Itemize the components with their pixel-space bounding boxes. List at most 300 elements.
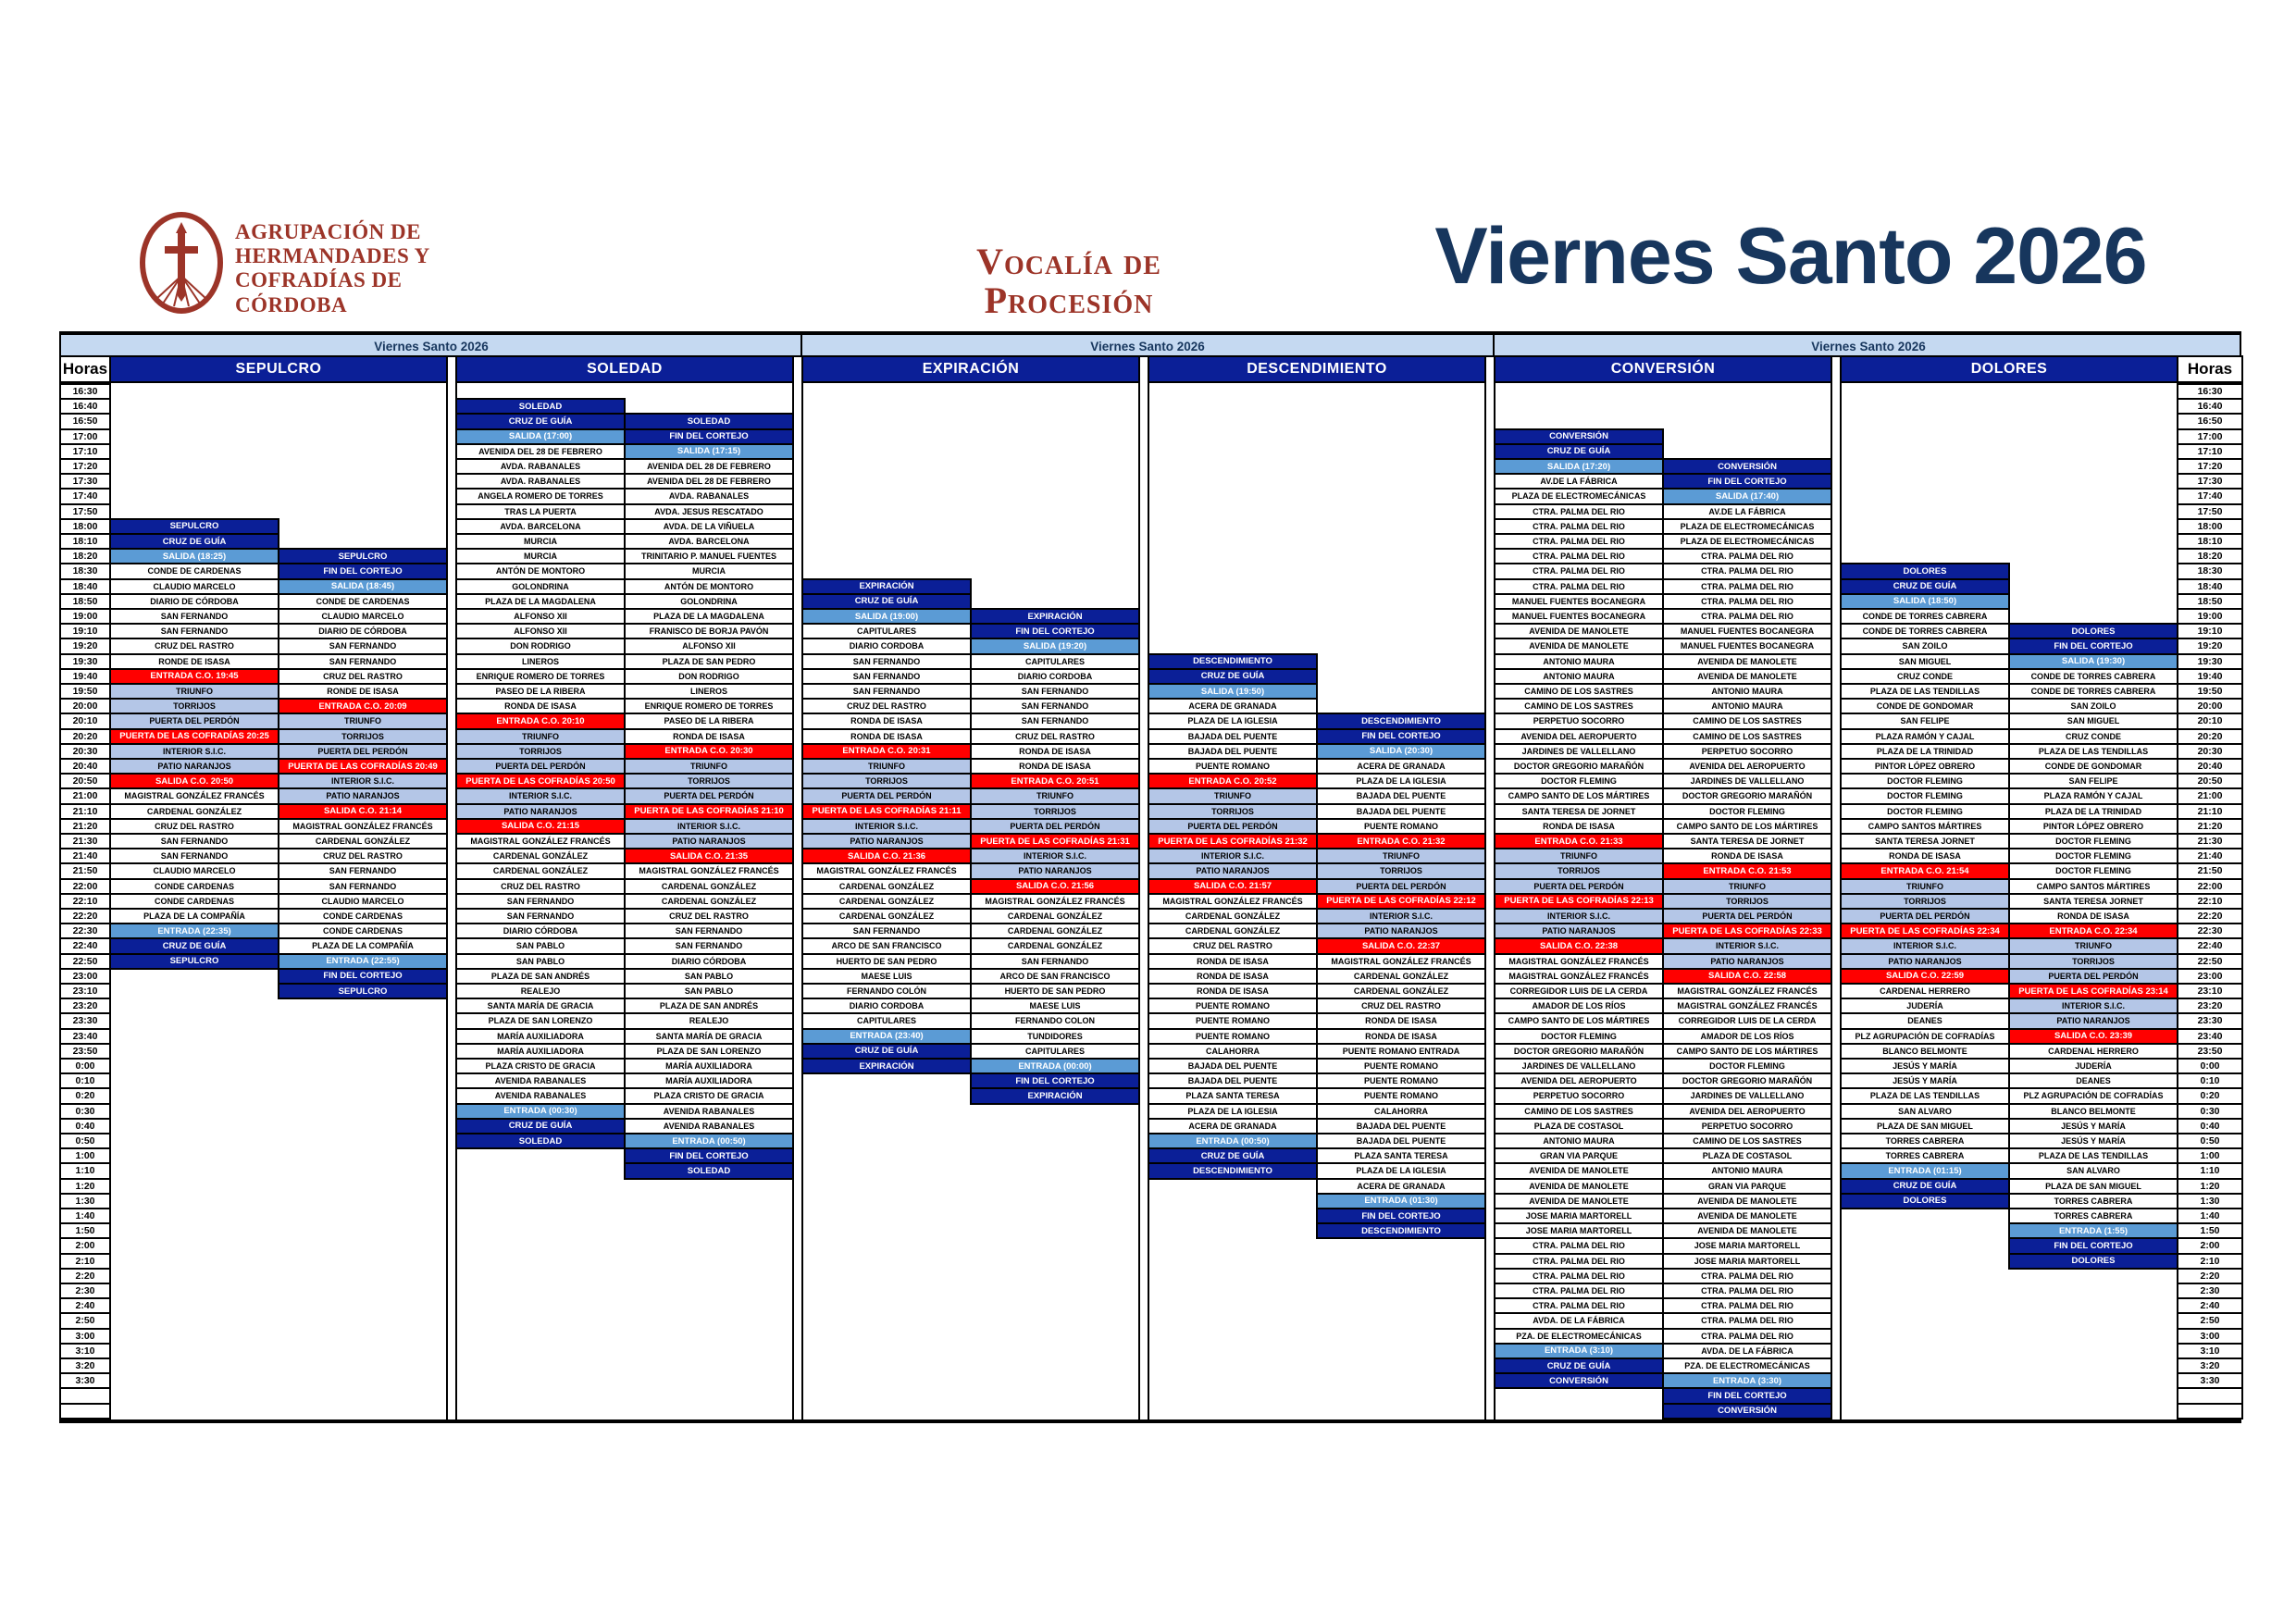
schedule-cell: CRUZ DE GUÍA	[1148, 668, 1318, 685]
time-cell: 18:40	[59, 578, 111, 595]
time-cell: 19:20	[2177, 638, 2243, 654]
schedule-cell: TORRIJOS	[278, 728, 448, 745]
schedule-cell: ALFONSO XII	[624, 638, 794, 654]
schedule-cell: SALIDA (20:30)	[1316, 743, 1486, 760]
schedule-cell: PUERTA DE LAS COFRADÍAS 22:12	[1316, 893, 1486, 910]
schedule-cell: TORRIJOS	[1840, 893, 2010, 910]
schedule-cell: AVENIDA DE MANOLETE	[1662, 668, 1832, 685]
schedule-cell: CAMINO DE LOS SASTRES	[1662, 713, 1832, 729]
schedule-cell: CARDENAL HERRERO	[2008, 1043, 2178, 1060]
schedule-cell: MANUEL FUENTES BOCANEGRA	[1494, 608, 1664, 625]
time-cell: 1:20	[2177, 1178, 2243, 1195]
schedule-cell: ENRIQUE ROMERO DE TORRES	[624, 698, 794, 714]
schedule-cell: CARDENAL GONZÁLEZ	[801, 893, 972, 910]
schedule-cell: DOCTOR FLEMING	[1840, 803, 2010, 820]
time-cell: 0:40	[2177, 1118, 2243, 1134]
schedule-cell: PUENTE ROMANO ENTRADA	[1316, 1043, 1486, 1060]
schedule-cell: REALEJO	[455, 983, 626, 999]
schedule-cell: CRUZ DEL RASTRO	[1148, 937, 1318, 954]
time-cell: 21:30	[2177, 833, 2243, 849]
schedule-cell: MAGISTRAL GONZÁLEZ FRANCÉS	[455, 833, 626, 849]
schedule-cell: PUERTA DE LAS COFRADÍAS 22:33	[1662, 923, 1832, 939]
time-cell: 16:30	[59, 383, 111, 400]
schedule-cell: CTRA. PALMA DEL RIO	[1662, 563, 1832, 579]
schedule-cell: DOCTOR FLEMING	[1840, 773, 2010, 789]
schedule-cell: SALIDA (18:25)	[109, 548, 279, 564]
schedule-cell: BAJADA DEL PUENTE	[1316, 1133, 1486, 1149]
schedule-cell: SAN FERNANDO	[455, 908, 626, 924]
schedule-cell: AMADOR DE LOS RÍOS	[1662, 1028, 1832, 1045]
schedule-cell: CTRA. PALMA DEL RIO	[1494, 1283, 1664, 1299]
schedule-cell: INTERIOR S.I.C.	[455, 787, 626, 804]
schedule-cell: SAN FERNANDO	[278, 638, 448, 654]
schedule-cell: PUERTA DE LAS COFRADÍAS 20:49	[278, 758, 448, 775]
schedule-cell: DEANES	[2008, 1072, 2178, 1089]
schedule-cell: PUERTA DEL PERDÓN	[1316, 878, 1486, 895]
time-cell: 1:00	[59, 1147, 111, 1164]
schedule-cell: INTERIOR S.I.C.	[278, 773, 448, 789]
schedule-cell: PATIO NARANJOS	[2008, 1012, 2178, 1029]
schedule-cell: AVDA. DE LA FÁBRICA	[1662, 1343, 1832, 1359]
schedule-cell: PUERTA DEL PERDÓN	[109, 713, 279, 729]
schedule-cell: DESCENDIMIENTO	[1316, 713, 1486, 729]
time-cell: 2:20	[59, 1268, 111, 1284]
schedule-cell: CORREGIDOR LUIS DE LA CERDA	[1662, 1012, 1832, 1029]
schedule-cell: PATIO NARANJOS	[455, 803, 626, 820]
schedule-cell: SALIDA C.O. 21:56	[970, 878, 1140, 895]
schedule-cell: INTERIOR S.I.C.	[801, 818, 972, 835]
schedule-cell: SAN ZOILO	[1840, 638, 2010, 654]
schedule-cell: CTRA. PALMA DEL RIO	[1494, 548, 1664, 564]
schedule-cell: RONDA DE ISASA	[1662, 848, 1832, 864]
schedule-cell: TORRIJOS	[1662, 893, 1832, 910]
schedule-cell: CTRA. PALMA DEL RIO	[1662, 608, 1832, 625]
time-cell: 17:30	[59, 473, 111, 490]
schedule-cell: ENTRADA (3:30)	[1662, 1372, 1832, 1389]
schedule-cell: CONDE CARDENAS	[278, 908, 448, 924]
schedule-cell: DOCTOR GREGORIO MARAÑÓN	[1662, 787, 1832, 804]
time-cell: 20:20	[59, 728, 111, 745]
schedule-cell: SEPULCRO	[109, 518, 279, 535]
time-cell: 21:50	[2177, 862, 2243, 879]
schedule-cell: PUERTA DEL PERDÓN	[801, 787, 972, 804]
schedule-cell: ALFONSO XII	[455, 623, 626, 639]
schedule-cell: PUENTE ROMANO	[1148, 998, 1318, 1014]
schedule-cell: TORRES CABRERA	[2008, 1193, 2178, 1209]
schedule-cell: CRUZ DEL RASTRO	[1316, 998, 1486, 1014]
schedule-cell: JOSE MARIA MARTORELL	[1494, 1208, 1664, 1224]
time-cell: 21:40	[2177, 848, 2243, 864]
time-cell: 2:40	[59, 1297, 111, 1314]
schedule-cell: SALIDA C.O. 21:36	[801, 848, 972, 864]
schedule-cell: PLAZA DE ELECTROMECÁNICAS	[1494, 488, 1664, 504]
schedule-cell: SALIDA C.O. 21:35	[624, 848, 794, 864]
schedule-cell: CLAUDIO MARCELO	[109, 578, 279, 595]
schedule-table	[59, 331, 2241, 1423]
time-cell: 3:30	[2177, 1372, 2243, 1389]
schedule-cell: AVDA. DE LA FÁBRICA	[1494, 1312, 1664, 1329]
schedule-cell: CARDENAL GONZÁLEZ	[624, 878, 794, 895]
schedule-cell: PLAZA DE LA IGLESIA	[1148, 1103, 1318, 1120]
schedule-cell: AVENIDA DE MANOLETE	[1494, 638, 1664, 654]
schedule-cell: SALIDA C.O. 20:50	[109, 773, 279, 789]
schedule-cell: CONVERSIÓN	[1662, 458, 1832, 475]
schedule-cell: SAN FERNANDO	[801, 683, 972, 700]
schedule-cell: JOSE MARIA MARTORELL	[1662, 1253, 1832, 1270]
schedule-cell: SAN FERNANDO	[278, 653, 448, 670]
schedule-cell: ENTRADA C.O. 20:10	[455, 713, 626, 729]
schedule-cell: CAMINO DE LOS SASTRES	[1494, 698, 1664, 714]
schedule-cell: SAN MIGUEL	[1840, 653, 2010, 670]
schedule-cell: CARDENAL GONZÁLEZ	[278, 833, 448, 849]
schedule-cell: SAN FERNANDO	[624, 923, 794, 939]
time-cell: 20:40	[59, 758, 111, 775]
schedule-cell: SAN PABLO	[455, 953, 626, 970]
schedule-cell: MARÍA AUXILIADORA	[624, 1058, 794, 1074]
schedule-cell: SAN ZOILO	[2008, 698, 2178, 714]
schedule-cell: CARDENAL GONZÁLEZ	[1316, 983, 1486, 999]
schedule-cell: PASEO DE LA RIBERA	[624, 713, 794, 729]
schedule-cell: AV.DE LA FÁBRICA	[1662, 503, 1832, 520]
schedule-cell: PUERTA DEL PERDÓN	[278, 743, 448, 760]
schedule-cell: DOCTOR FLEMING	[1840, 787, 2010, 804]
schedule-cell: MURCIA	[455, 548, 626, 564]
schedule-cell: FRANISCO DE BORJA PAVÓN	[624, 623, 794, 639]
schedule-cell: MAGISTRAL GONZÁLEZ FRANCÉS	[1494, 953, 1664, 970]
schedule-cell: SAN FERNANDO	[455, 893, 626, 910]
schedule-cell: CARDENAL GONZÁLEZ	[970, 908, 1140, 924]
time-cell: 22:50	[2177, 953, 2243, 970]
schedule-cell: CTRA. PALMA DEL RIO	[1494, 1237, 1664, 1254]
schedule-cell: TRIUNFO	[109, 683, 279, 700]
time-cell: 2:40	[2177, 1297, 2243, 1314]
schedule-cell: HUERTO DE SAN PEDRO	[970, 983, 1140, 999]
schedule-cell: DIARIO CORDOBA	[801, 998, 972, 1014]
schedule-cell: TRIUNFO	[1662, 878, 1832, 895]
schedule-cell: ANTONIO MAURA	[1662, 1162, 1832, 1179]
schedule-cell: CTRA. PALMA DEL RIO	[1662, 1328, 1832, 1345]
schedule-cell: SALIDA (18:45)	[278, 578, 448, 595]
schedule-cell: AVENIDA DEL 28 DE FEBRERO	[624, 473, 794, 490]
schedule-cell: PLAZA DE LA IGLESIA	[1316, 1162, 1486, 1179]
time-cell: 0:00	[2177, 1058, 2243, 1074]
schedule-cell: PLAZA DE ELECTROMECÁNICAS	[1662, 533, 1832, 550]
schedule-cell: CTRA. PALMA DEL RIO	[1494, 1253, 1664, 1270]
column-header-expiracion: EXPIRACIÓN	[801, 355, 1140, 383]
time-cell: 3:20	[2177, 1357, 2243, 1374]
schedule-cell: CONDE DE TORRES CABRERA	[2008, 683, 2178, 700]
schedule-cell: CLAUDIO MARCELO	[109, 862, 279, 879]
time-cell: 16:50	[59, 413, 111, 429]
schedule-cell: AVENIDA DE MANOLETE	[1494, 623, 1664, 639]
schedule-cell: CORREGIDOR LUIS DE LA CERDA	[1494, 983, 1664, 999]
schedule-cell: MAGISTRAL GONZÁLEZ FRANCÉS	[1662, 983, 1832, 999]
schedule-cell: PINTOR LÓPEZ OBRERO	[2008, 818, 2178, 835]
schedule-cell: AV.DE LA FÁBRICA	[1494, 473, 1664, 490]
time-cell: 2:50	[59, 1312, 111, 1329]
time-cell: 22:50	[59, 953, 111, 970]
schedule-cell: MAESE LUIS	[970, 998, 1140, 1014]
schedule-cell: PLAZA DE ELECTROMECÁNICAS	[1662, 518, 1832, 535]
time-cell: 22:00	[2177, 878, 2243, 895]
schedule-cell: PATIO NARANJOS	[1316, 923, 1486, 939]
schedule-cell: CAMINO DE LOS SASTRES	[1662, 728, 1832, 745]
schedule-cell: ALFONSO XII	[455, 608, 626, 625]
schedule-cell: CAPITULARES	[801, 623, 972, 639]
schedule-cell: PUERTA DEL PERDÓN	[1148, 818, 1318, 835]
schedule-cell: PUERTA DEL PERDÓN	[2008, 968, 2178, 985]
time-cell: 19:30	[59, 653, 111, 670]
time-cell: 18:10	[59, 533, 111, 550]
schedule-cell: EXPIRACIÓN	[801, 1058, 972, 1074]
schedule-cell: PLAZA DE COSTASOL	[1494, 1118, 1664, 1134]
schedule-cell: DIARIO CORDOBA	[970, 668, 1140, 685]
time-cell: 19:20	[59, 638, 111, 654]
schedule-cell: CRUZ DEL RASTRO	[801, 698, 972, 714]
hours-header-right: Horas	[2177, 355, 2243, 383]
time-cell: 0:40	[59, 1118, 111, 1134]
schedule-cell: AVDA. RABANALES	[455, 473, 626, 490]
schedule-cell: RONDA DE ISASA	[1494, 818, 1664, 835]
schedule-cell: SOLEDAD	[624, 1162, 794, 1179]
schedule-cell: PERPETUO SOCORRO	[1662, 743, 1832, 760]
schedule-cell: SANTA TERESA JORNET	[1840, 833, 2010, 849]
schedule-cell: PLAZA DE LA IGLESIA	[1316, 773, 1486, 789]
schedule-cell: PATIO NARANJOS	[1494, 923, 1664, 939]
schedule-cell: SAN ALVARO	[2008, 1162, 2178, 1179]
schedule-cell: AVENIDA DE MANOLETE	[1662, 1193, 1832, 1209]
schedule-cell: SAN ALVARO	[1840, 1103, 2010, 1120]
schedule-cell: PUENTE ROMANO	[1148, 1028, 1318, 1045]
schedule-cell: PUENTE ROMANO	[1316, 1087, 1486, 1104]
schedule-cell: CTRA. PALMA DEL RIO	[1494, 578, 1664, 595]
schedule-cell: AVENIDA DE MANOLETE	[1662, 1222, 1832, 1239]
schedule-cell: PLAZA DE SAN LORENZO	[455, 1012, 626, 1029]
schedule-cell: PLAZA SANTA TERESA	[1148, 1087, 1318, 1104]
time-cell: 17:40	[59, 488, 111, 504]
schedule-cell: MARÍA AUXILIADORA	[624, 1072, 794, 1089]
schedule-cell: SALIDA (19:30)	[2008, 653, 2178, 670]
schedule-cell: CTRA. PALMA DEL RIO	[1662, 1312, 1832, 1329]
time-cell: 1:30	[2177, 1193, 2243, 1209]
schedule-cell: ENTRADA (22:55)	[278, 953, 448, 970]
time-cell: 18:10	[2177, 533, 2243, 550]
time-cell: 17:20	[2177, 458, 2243, 475]
schedule-cell: SANTA MARÍA DE GRACIA	[624, 1028, 794, 1045]
schedule-cell: CONDE DE TORRES CABRERA	[1840, 623, 2010, 639]
schedule-cell: TRIUNFO	[624, 758, 794, 775]
time-cell: 19:40	[2177, 668, 2243, 685]
schedule-cell: AVENIDA DEL 28 DE FEBRERO	[624, 458, 794, 475]
schedule-cell: RONDA DE ISASA	[970, 743, 1140, 760]
schedule-cell: CONDE CARDENAS	[109, 893, 279, 910]
schedule-cell: MAESE LUIS	[801, 968, 972, 985]
schedule-cell: SAN FERNANDO	[109, 848, 279, 864]
schedule-cell: JARDINES DE VALLELLANO	[1662, 1087, 1832, 1104]
time-cell: 22:40	[2177, 937, 2243, 954]
schedule-cell: AVENIDA RABANALES	[624, 1103, 794, 1120]
schedule-cell: PLAZA DE SAN ANDRÉS	[624, 998, 794, 1014]
schedule-cell: ENTRADA C.O. 21:33	[1494, 833, 1664, 849]
schedule-cell: CONDE DE GONDOMAR	[1840, 698, 2010, 714]
schedule-cell: TORRES CABRERA	[2008, 1208, 2178, 1224]
schedule-cell: AVENIDA DE MANOLETE	[1494, 1193, 1664, 1209]
time-cell: 18:50	[2177, 593, 2243, 610]
schedule-cell: ENTRADA (00:30)	[455, 1103, 626, 1120]
schedule-cell: SEPULCRO	[278, 548, 448, 564]
schedule-cell: CRUZ DEL RASTRO	[970, 728, 1140, 745]
schedule-cell: SALIDA (18:50)	[1840, 593, 2010, 610]
time-cell: 21:50	[59, 862, 111, 879]
time-cell: 21:30	[59, 833, 111, 849]
schedule-cell: RONDA DE ISASA	[455, 698, 626, 714]
time-cell: 20:00	[59, 698, 111, 714]
schedule-cell: AVENIDA DEL 28 DE FEBRERO	[455, 443, 626, 460]
schedule-cell: DOCTOR GREGORIO MARAÑÓN	[1662, 1072, 1832, 1089]
schedule-cell: PLAZA DE LA COMPAÑÍA	[278, 937, 448, 954]
time-cell: 22:10	[2177, 893, 2243, 910]
schedule-cell: FIN DEL CORTEJO	[278, 563, 448, 579]
schedule-cell: MAGISTRAL GONZÁLEZ FRANCÉS	[1494, 968, 1664, 985]
schedule-cell: SAN PABLO	[624, 983, 794, 999]
time-cell	[2177, 1403, 2243, 1419]
schedule-cell: PERPETUO SOCORRO	[1494, 1087, 1664, 1104]
schedule-cell: ANTONIO MAURA	[1494, 653, 1664, 670]
time-cell: 3:10	[2177, 1343, 2243, 1359]
schedule-cell: CRUZ DE GUÍA	[801, 593, 972, 610]
schedule-cell: SEPULCRO	[109, 953, 279, 970]
time-cell: 21:10	[59, 803, 111, 820]
schedule-cell: RONDA DE ISASA	[2008, 908, 2178, 924]
schedule-cell: ENTRADA (00:50)	[1148, 1133, 1318, 1149]
schedule-cell: TORRIJOS	[1316, 862, 1486, 879]
schedule-cell: TORRIJOS	[1148, 803, 1318, 820]
schedule-cell: CLAUDIO MARCELO	[278, 893, 448, 910]
schedule-cell: SALIDA (19:20)	[970, 638, 1140, 654]
schedule-cell: CRUZ DEL RASTRO	[278, 848, 448, 864]
schedule-cell: EXPIRACIÓN	[970, 1087, 1140, 1104]
schedule-cell: ENTRADA C.O. 22:34	[2008, 923, 2178, 939]
schedule-cell: PUENTE ROMANO	[1316, 818, 1486, 835]
time-cell: 2:00	[2177, 1237, 2243, 1254]
schedule-cell: TORRES CABRERA	[1840, 1147, 2010, 1164]
schedule-cell: DIARIO CÓRDOBA	[455, 923, 626, 939]
schedule-cell: CONDE DE CARDENAS	[109, 563, 279, 579]
schedule-cell: CRUZ DE GUÍA	[1494, 443, 1664, 460]
time-cell: 20:50	[2177, 773, 2243, 789]
schedule-cell: AVENIDA RABANALES	[624, 1118, 794, 1134]
schedule-cell: CRUZ DE GUÍA	[109, 533, 279, 550]
schedule-cell: AVENIDA DE MANOLETE	[1662, 1208, 1832, 1224]
schedule-cell: PLAZA RAMÓN Y CAJAL	[1840, 728, 2010, 745]
time-cell: 23:20	[59, 998, 111, 1014]
schedule-cell: SANTA TERESA DE JORNET	[1662, 833, 1832, 849]
schedule-cell: CRUZ CONDE	[2008, 728, 2178, 745]
schedule-cell: MAGISTRAL GONZÁLEZ FRANCÉS	[970, 893, 1140, 910]
time-cell: 2:00	[59, 1237, 111, 1254]
schedule-cell: INTERIOR S.I.C.	[970, 848, 1140, 864]
schedule-cell: DOLORES	[2008, 1253, 2178, 1270]
time-cell: 16:50	[2177, 413, 2243, 429]
time-cell: 3:20	[59, 1357, 111, 1374]
time-cell: 20:50	[59, 773, 111, 789]
schedule-cell: MARÍA AUXILIADORA	[455, 1043, 626, 1060]
schedule-cell: PUERTA DEL PERDÓN	[1662, 908, 1832, 924]
schedule-cell: PUERTA DEL PERDÓN	[970, 818, 1140, 835]
schedule-cell: PATIO NARANJOS	[278, 787, 448, 804]
schedule-cell: PATIO NARANJOS	[624, 833, 794, 849]
schedule-cell: RONDA DE ISASA	[801, 713, 972, 729]
schedule-cell: JARDINES DE VALLELLANO	[1494, 1058, 1664, 1074]
schedule-cell: AVDA. BARCELONA	[455, 518, 626, 535]
sheet-bottom-border	[59, 1419, 2241, 1423]
time-cell: 23:10	[59, 983, 111, 999]
time-cell: 21:00	[2177, 787, 2243, 804]
schedule-cell: CRUZ DE GUÍA	[1148, 1147, 1318, 1164]
schedule-cell: CALAHORRA	[1316, 1103, 1486, 1120]
schedule-cell: CTRA. PALMA DEL RIO	[1662, 578, 1832, 595]
schedule-cell: CARDENAL GONZÁLEZ	[109, 803, 279, 820]
schedule-cell: RONDA DE ISASA	[1148, 983, 1318, 999]
schedule-cell: PLAZA DE LAS TENDILLAS	[1840, 683, 2010, 700]
schedule-cell: ENTRADA (1:55)	[2008, 1222, 2178, 1239]
schedule-cell: CTRA. PALMA DEL RIO	[1494, 503, 1664, 520]
schedule-cell: AVENIDA DE MANOLETE	[1494, 1178, 1664, 1195]
schedule-cell: CRUZ DE GUÍA	[455, 1118, 626, 1134]
schedule-cell: JARDINES DE VALLELLANO	[1494, 743, 1664, 760]
schedule-cell: ANTONIO MAURA	[1662, 683, 1832, 700]
schedule-cell: PUERTA DEL PERDÓN	[455, 758, 626, 775]
schedule-cell: SAN FERNANDO	[109, 608, 279, 625]
schedule-cell: SAN FELIPE	[1840, 713, 2010, 729]
schedule-cell: DOCTOR GREGORIO MARAÑÓN	[1494, 1043, 1664, 1060]
schedule-cell: MAGISTRAL GONZÁLEZ FRANCÉS	[1662, 998, 1832, 1014]
schedule-cell: SALIDA C.O. 21:57	[1148, 878, 1318, 895]
time-cell: 23:20	[2177, 998, 2243, 1014]
schedule-cell: INTERIOR S.I.C.	[1316, 908, 1486, 924]
schedule-cell: RONDE DE ISASA	[109, 653, 279, 670]
schedule-cell: RONDA DE ISASA	[1148, 968, 1318, 985]
schedule-cell: ANGELA ROMERO DE TORRES	[455, 488, 626, 504]
schedule-cell: SALIDA C.O. 21:15	[455, 818, 626, 835]
band-label-1: Viernes Santo 2026	[374, 340, 489, 353]
schedule-cell: FIN DEL CORTEJO	[1316, 1208, 1486, 1224]
time-cell: 0:20	[2177, 1087, 2243, 1104]
time-cell: 18:00	[2177, 518, 2243, 535]
schedule-cell: CONVERSIÓN	[1494, 428, 1664, 445]
schedule-cell: PLAZA DE COSTASOL	[1662, 1147, 1832, 1164]
schedule-cell: CARDENAL GONZÁLEZ	[1148, 923, 1318, 939]
time-cell: 20:30	[59, 743, 111, 760]
time-cell: 18:50	[59, 593, 111, 610]
schedule-cell: DOLORES	[2008, 623, 2178, 639]
time-cell: 0:10	[2177, 1072, 2243, 1089]
schedule-cell: JOSE MARIA MARTORELL	[1662, 1237, 1832, 1254]
time-cell: 19:30	[2177, 653, 2243, 670]
time-cell: 17:40	[2177, 488, 2243, 504]
schedule-cell: ENTRADA (23:40)	[801, 1028, 972, 1045]
schedule-cell: CTRA. PALMA DEL RIO	[1662, 1283, 1832, 1299]
schedule-cell: MAGISTRAL GONZÁLEZ FRANCÉS	[624, 862, 794, 879]
schedule-cell: TORRIJOS	[455, 743, 626, 760]
schedule-cell: CTRA. PALMA DEL RIO	[1662, 1268, 1832, 1284]
schedule-cell: CAPITULARES	[801, 1012, 972, 1029]
schedule-cell: PLAZA DE LA COMPAÑÍA	[109, 908, 279, 924]
schedule-cell: RONDA DE ISASA	[624, 728, 794, 745]
schedule-cell: SAN FERNANDO	[624, 937, 794, 954]
schedule-cell: CALAHORRA	[1148, 1043, 1318, 1060]
time-cell: 19:50	[59, 683, 111, 700]
